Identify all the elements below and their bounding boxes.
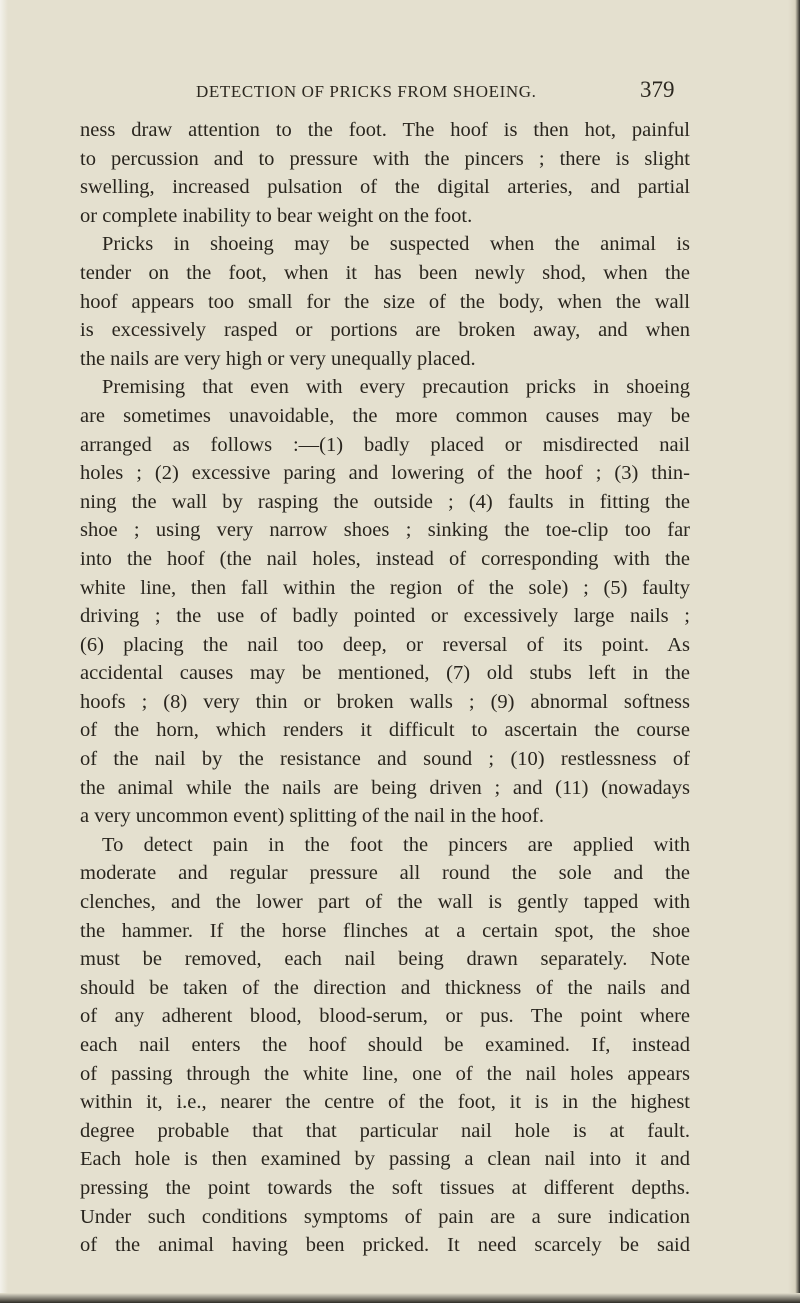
text-line: must be removed, each nail being drawn separately. Note bbox=[80, 948, 690, 971]
text-line: of passing through the white line, one of the nail holes appears bbox=[80, 1062, 690, 1085]
text-line: Each hole is then examined by passing a clean nail into it and bbox=[80, 1148, 690, 1171]
text-line: (6) placing the nail too deep, or reversal of its point. As bbox=[80, 633, 690, 656]
text-line: ning the wall by rasping the outside ; (4) faults in fitting the bbox=[80, 490, 690, 513]
text-line: of the horn, which renders it difficult to ascertain the course bbox=[80, 719, 690, 742]
text-line: a very uncommon event) splitting of the nail in the hoof. bbox=[80, 805, 544, 828]
page-number: 379 bbox=[640, 77, 675, 102]
text-line: swelling, increased pulsation of the digital arteries, and partial bbox=[80, 176, 690, 199]
text-line: holes ; (2) excessive paring and lowering of the hoof ; (3) thin- bbox=[80, 462, 690, 485]
text-line: To detect pain in the foot the pincers are applied with bbox=[102, 833, 690, 856]
text-line: Under such conditions symptoms of pain are a sure indication bbox=[80, 1205, 690, 1228]
text-line: of the animal having been pricked. It need scarcely be said bbox=[80, 1234, 690, 1257]
text-line: pressing the point towards the soft tissues at different depths. bbox=[80, 1176, 690, 1199]
page-bottom-edge bbox=[0, 1293, 800, 1303]
text-line: to percussion and to pressure with the pincers ; there is slight bbox=[80, 147, 690, 170]
text-line: are sometimes unavoidable, the more common causes may be bbox=[80, 404, 690, 427]
text-line: degree probable that that particular nail hole is at fault. bbox=[80, 1119, 690, 1142]
text-line: of any adherent blood, blood-serum, or pus. The point where bbox=[80, 1005, 690, 1028]
page-right-edge bbox=[788, 0, 800, 1303]
text-line: tender on the foot, when it has been newly shod, when the bbox=[80, 261, 690, 284]
page-left-edge bbox=[0, 0, 8, 1303]
text-line: each nail enters the hoof should be examined. If, instead bbox=[80, 1034, 690, 1056]
text-line: white line, then fall within the region of the sole) ; (5) faulty bbox=[80, 576, 690, 599]
text-line: Premising that even with every precaution pricks in shoeing bbox=[102, 376, 690, 399]
text-line: hoofs ; (8) very thin or broken walls ; (9) abnormal softness bbox=[80, 690, 690, 713]
text-line: accidental causes may be mentioned, (7) old stubs left in the bbox=[80, 662, 690, 685]
text-line: arranged as follows :—(1) badly placed or misdirected nail bbox=[80, 433, 690, 456]
text-line: the animal while the nails are being driven ; and (11) (nowadays bbox=[80, 776, 690, 799]
text-line: should be taken of the direction and thickness of the nails and bbox=[80, 976, 690, 999]
body-text bbox=[80, 116, 690, 1260]
text-line: the nails are very high or very unequally placed. bbox=[80, 347, 476, 370]
text-line: is excessively rasped or portions are broken away, and when bbox=[80, 319, 690, 342]
text-line: Pricks in shoeing may be suspected when the animal is bbox=[102, 233, 690, 256]
text-line: into the hoof (the nail holes, instead of corresponding with the bbox=[80, 547, 690, 570]
text-line: hoof appears too small for the size of the body, when the wall bbox=[80, 290, 690, 313]
text-line: the hammer. If the horse flinches at a certain spot, the shoe bbox=[80, 919, 690, 942]
running-head: DETECTION OF PRICKS FROM SHOEING. bbox=[196, 82, 537, 101]
text-line: shoe ; using very narrow shoes ; sinking the toe-clip too far bbox=[80, 519, 690, 542]
text-line: or complete inability to bear weight on the foot. bbox=[80, 204, 473, 227]
text-line: within it, i.e., nearer the centre of the foot, it is in the highest bbox=[80, 1091, 690, 1114]
text-line: clenches, and the lower part of the wall is gently tapped with bbox=[80, 891, 690, 914]
text-line: of the nail by the resistance and sound ; (10) restlessness of bbox=[80, 748, 690, 771]
text-line: moderate and regular pressure all round the sole and the bbox=[80, 862, 690, 885]
text-line: driving ; the use of badly pointed or excessively large nails ; bbox=[80, 605, 690, 628]
text-line: ness draw attention to the foot. The hoof is then hot, painful bbox=[80, 119, 690, 141]
